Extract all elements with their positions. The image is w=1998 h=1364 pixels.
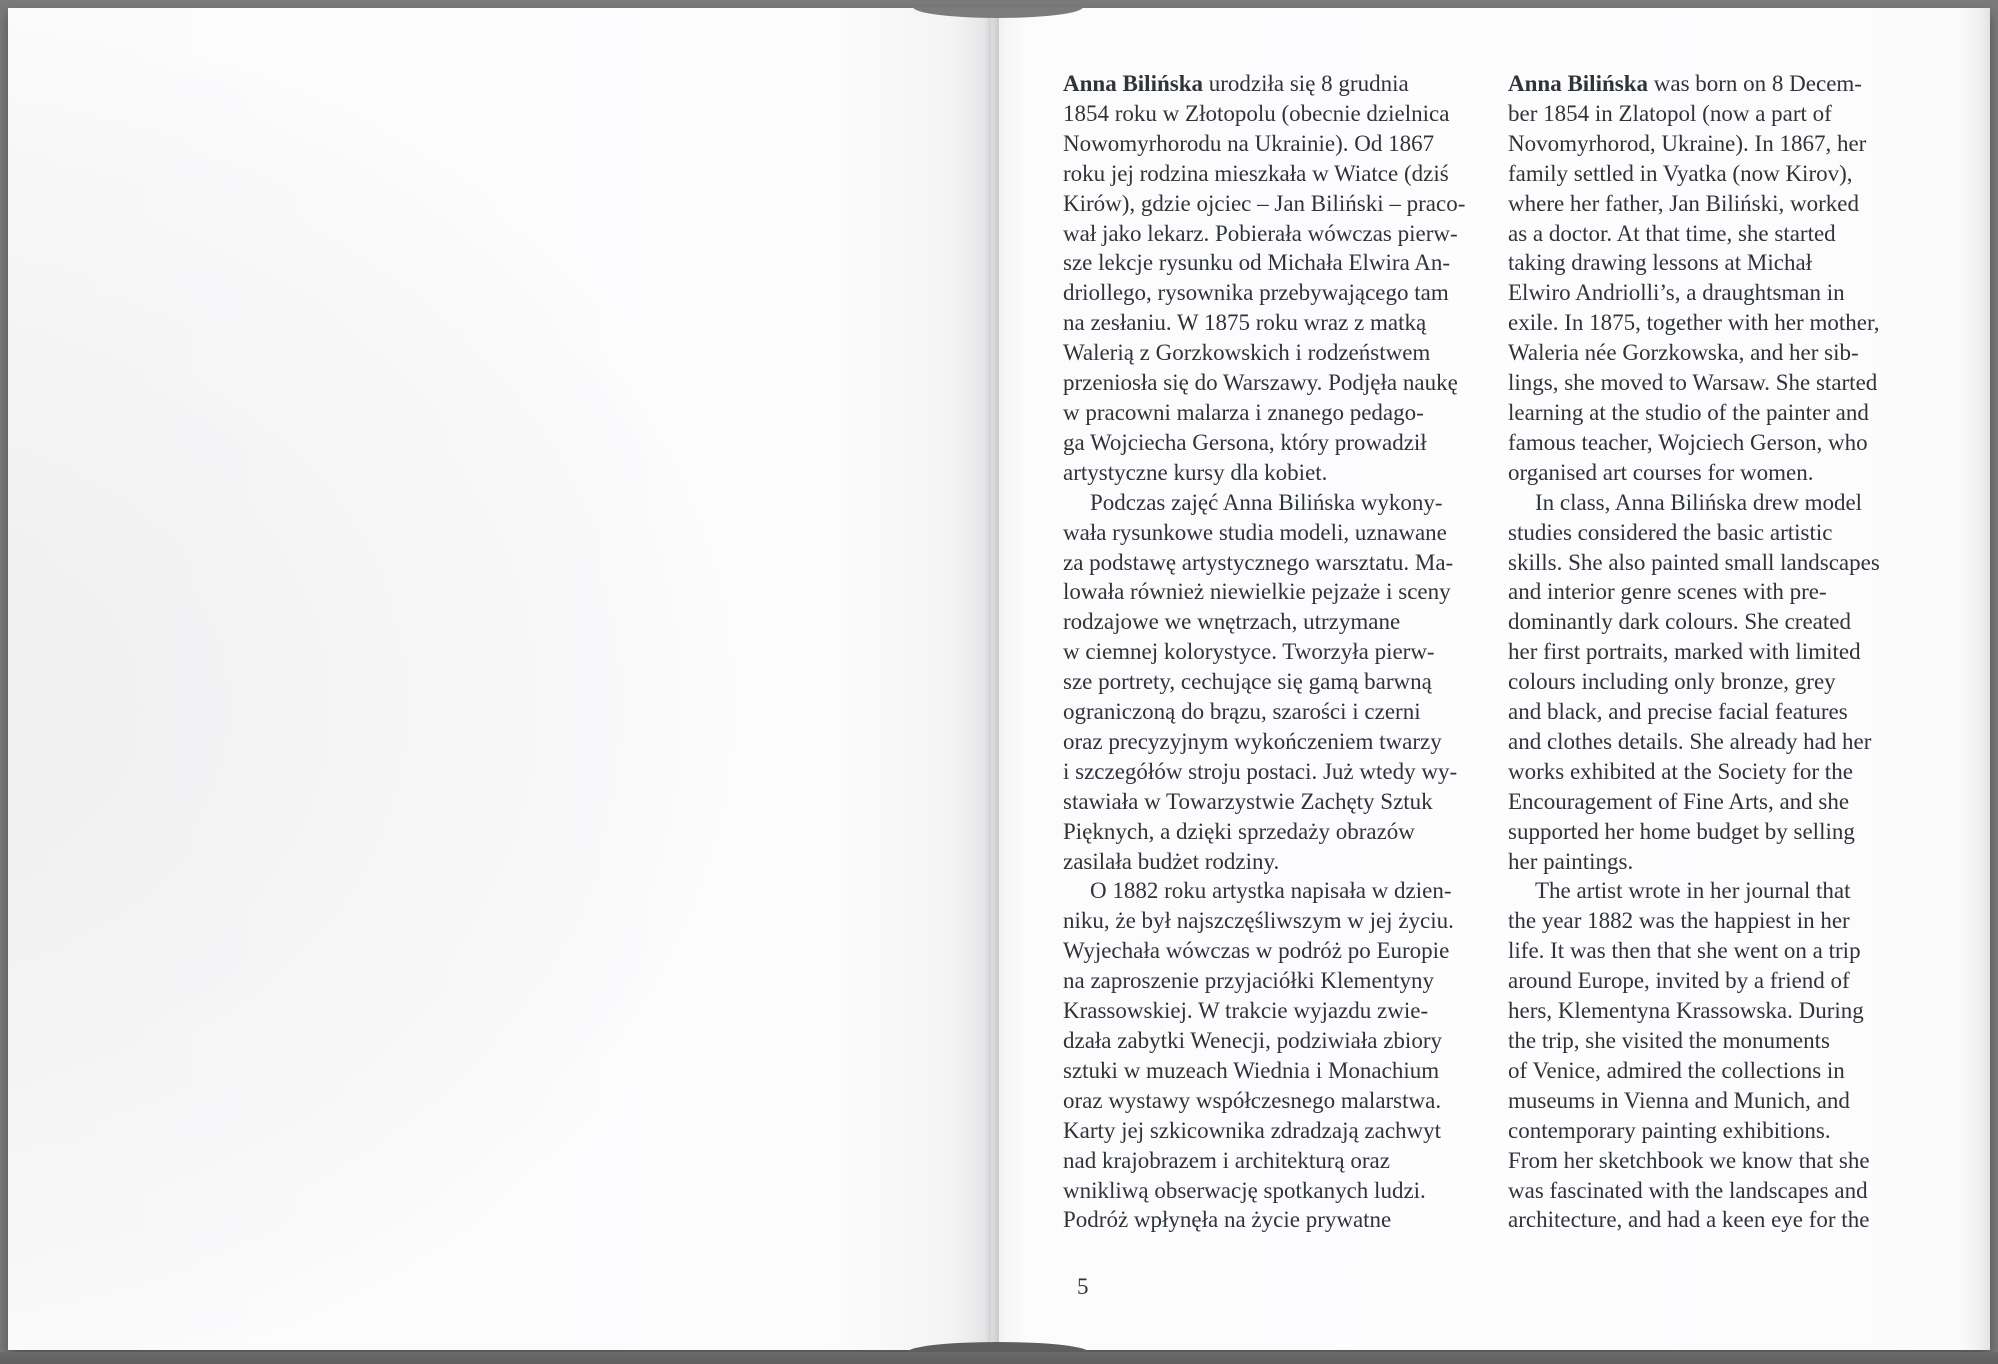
text-line: colours including only bronze, grey xyxy=(1508,669,1836,695)
text-line: architecture, and had a keen eye for the xyxy=(1508,1207,1870,1233)
text-line: sze lekcje rysunku od Michała Elwira An- xyxy=(1063,250,1451,276)
text-line: Elwiro Andriolli’s, a draughtsman in xyxy=(1508,280,1845,306)
text-line: driollego, rysownika przebywającego tam xyxy=(1063,280,1449,306)
text-line: as a doctor. At that time, she started xyxy=(1508,220,1836,246)
text-line: nad krajobrazem i architekturą oraz xyxy=(1063,1147,1390,1173)
left-blank-page xyxy=(8,8,991,1350)
text-line: oraz wystawy współczesnego malarstwa. xyxy=(1063,1087,1442,1113)
text-line: hers, Klementyna Krassowska. During xyxy=(1508,998,1864,1024)
text-line: The artist wrote in her journal that xyxy=(1535,878,1851,904)
text-line: studies considered the basic artistic xyxy=(1508,519,1833,545)
text-line: In class, Anna Bilińska drew model xyxy=(1535,489,1863,515)
text-line: rodzajowe we wnętrzach, utrzymane xyxy=(1063,609,1401,635)
lead-name-bold: Anna Bilińska xyxy=(1063,71,1203,96)
text-line: Encouragement of Fine Arts, and she xyxy=(1508,788,1850,814)
text-line: artystyczne kursy dla kobiet. xyxy=(1063,459,1328,485)
text-line: dominantly dark colours. She created xyxy=(1508,609,1851,635)
text-line: Podczas zajęć Anna Bilińska wykony- xyxy=(1090,489,1443,515)
text-line: niku, że był najszczęśliwszym w jej życiu. xyxy=(1063,908,1454,934)
text-line: Waleria née Gorzkowska, and her sib- xyxy=(1508,340,1859,366)
text-line: and clothes details. She already had her xyxy=(1508,728,1872,754)
english-text-column xyxy=(1508,69,1948,1235)
text-line: around Europe, invited by a friend of xyxy=(1508,968,1850,994)
text-line: learning at the studio of the painter and xyxy=(1508,399,1869,425)
text-line: 1854 roku w Złotopolu (obecnie dzielnica xyxy=(1063,100,1450,126)
text-line: Wyjechała wówczas w podróż po Europie xyxy=(1063,938,1450,964)
text-line: Novomyrhorod, Ukraine). In 1867, her xyxy=(1508,130,1867,156)
text-line: wał jako lekarz. Pobierała wówczas pierw- xyxy=(1063,220,1458,246)
text-line: the year 1882 was the happiest in her xyxy=(1508,908,1850,934)
text-line: taking drawing lessons at Michał xyxy=(1508,250,1813,276)
text-line: works exhibited at the Society for the xyxy=(1508,758,1853,784)
text-line: w pracowni malarza i znanego pedago- xyxy=(1063,399,1424,425)
text-line: ber 1854 in Zlatopol (now a part of xyxy=(1508,100,1832,126)
text-line: Anna Bilińska urodziła się 8 grudnia xyxy=(1063,71,1409,96)
text-line: oraz precyzyjnym wykończeniem twarzy xyxy=(1063,728,1442,754)
text-line: ga Wojciecha Gersona, który prowadził xyxy=(1063,429,1427,455)
text-line: za podstawę artystycznego warsztatu. Ma- xyxy=(1063,549,1454,575)
text-line: and black, and precise facial features xyxy=(1508,699,1848,725)
text-line: museums in Vienna and Munich, and xyxy=(1508,1087,1850,1113)
text-line: Anna Bilińska was born on 8 Decem- xyxy=(1508,71,1862,96)
text-line: From her sketchbook we know that she xyxy=(1508,1147,1870,1173)
text-line: of Venice, admired the collections in xyxy=(1508,1057,1845,1083)
text-line: ograniczoną do brązu, szarości i czerni xyxy=(1063,699,1421,725)
text-line: roku jej rodzina mieszkała w Wiatce (dziś xyxy=(1063,160,1449,186)
text-line: Nowomyrhorodu na Ukrainie). Od 1867 xyxy=(1063,130,1435,156)
text-line: stawiała w Towarzystwie Zachęty Sztuk xyxy=(1063,788,1433,814)
table-surface-shadow xyxy=(0,1352,1998,1364)
text-line: zasilała budżet rodziny. xyxy=(1063,848,1280,874)
text-line: the trip, she visited the monuments xyxy=(1508,1028,1830,1053)
text-line: life. It was then that she went on a trip xyxy=(1508,938,1861,964)
text-line: Pięknych, a dzięki sprzedaży obrazów xyxy=(1063,818,1415,844)
right-text-page xyxy=(991,8,1990,1350)
text-line: where her father, Jan Biliński, worked xyxy=(1508,190,1859,216)
text-line: lowała również niewielkie pejzaże i sceny xyxy=(1063,579,1451,605)
text-line: famous teacher, Wojciech Gerson, who xyxy=(1508,429,1868,455)
text-line: sztuki w muzeach Wiednia i Monachium xyxy=(1063,1057,1440,1083)
text-line: and interior genre scenes with pre- xyxy=(1508,579,1827,605)
text-line: contemporary painting exhibitions. xyxy=(1508,1117,1831,1143)
text-line: w ciemnej kolorystyce. Tworzyła pierw- xyxy=(1063,639,1435,665)
text-line: supported her home budget by selling xyxy=(1508,818,1855,844)
text-line: na zesłaniu. W 1875 roku wraz z matką xyxy=(1063,310,1427,336)
text-line: her paintings. xyxy=(1508,848,1634,874)
lead-name-bold: Anna Bilińska xyxy=(1508,71,1648,96)
text-line: Kirów), gdzie ojciec – Jan Biliński – praco- xyxy=(1063,190,1466,216)
text-line: Podróż wpłynęła na życie prywatne xyxy=(1063,1207,1392,1233)
text-line: was fascinated with the landscapes and xyxy=(1508,1177,1868,1203)
text-line: sze portrety, cechujące się gamą barwną xyxy=(1063,669,1432,695)
text-line: na zaproszenie przyjaciółki Klementyny xyxy=(1063,968,1435,994)
text-line: dzała zabytki Wenecji, podziwiała zbiory xyxy=(1063,1028,1442,1053)
text-line: O 1882 roku artystka napisała w dzien- xyxy=(1090,878,1452,904)
page-number: 5 xyxy=(1077,1274,1089,1299)
text-line: Krassowskiej. W trakcie wyjazdu zwie- xyxy=(1063,998,1429,1024)
text-line: Walerią z Gorzkowskich i rodzeństwem xyxy=(1063,340,1431,366)
text-line: organised art courses for women. xyxy=(1508,459,1814,485)
text-line: i szczegółów stroju postaci. Już wtedy wy- xyxy=(1063,758,1458,784)
text-line: lings, she moved to Warsaw. She started xyxy=(1508,370,1878,396)
polish-text-column xyxy=(1063,69,1503,1235)
text-line: her first portraits, marked with limited xyxy=(1508,639,1861,665)
open-book xyxy=(8,8,1990,1350)
text-line: Karty jej szkicownika zdradzają zachwyt xyxy=(1063,1117,1442,1143)
text-line: wała rysunkowe studia modeli, uznawane xyxy=(1063,519,1447,545)
text-line: wnikliwą obserwację spotkanych ludzi. xyxy=(1063,1177,1426,1203)
text-line: skills. She also painted small landscapes xyxy=(1508,549,1880,575)
text-line: exile. In 1875, together with her mother, xyxy=(1508,310,1880,336)
text-line: family settled in Vyatka (now Kirov), xyxy=(1508,160,1853,186)
text-line: przeniosła się do Warszawy. Podjęła naukę xyxy=(1063,370,1458,396)
